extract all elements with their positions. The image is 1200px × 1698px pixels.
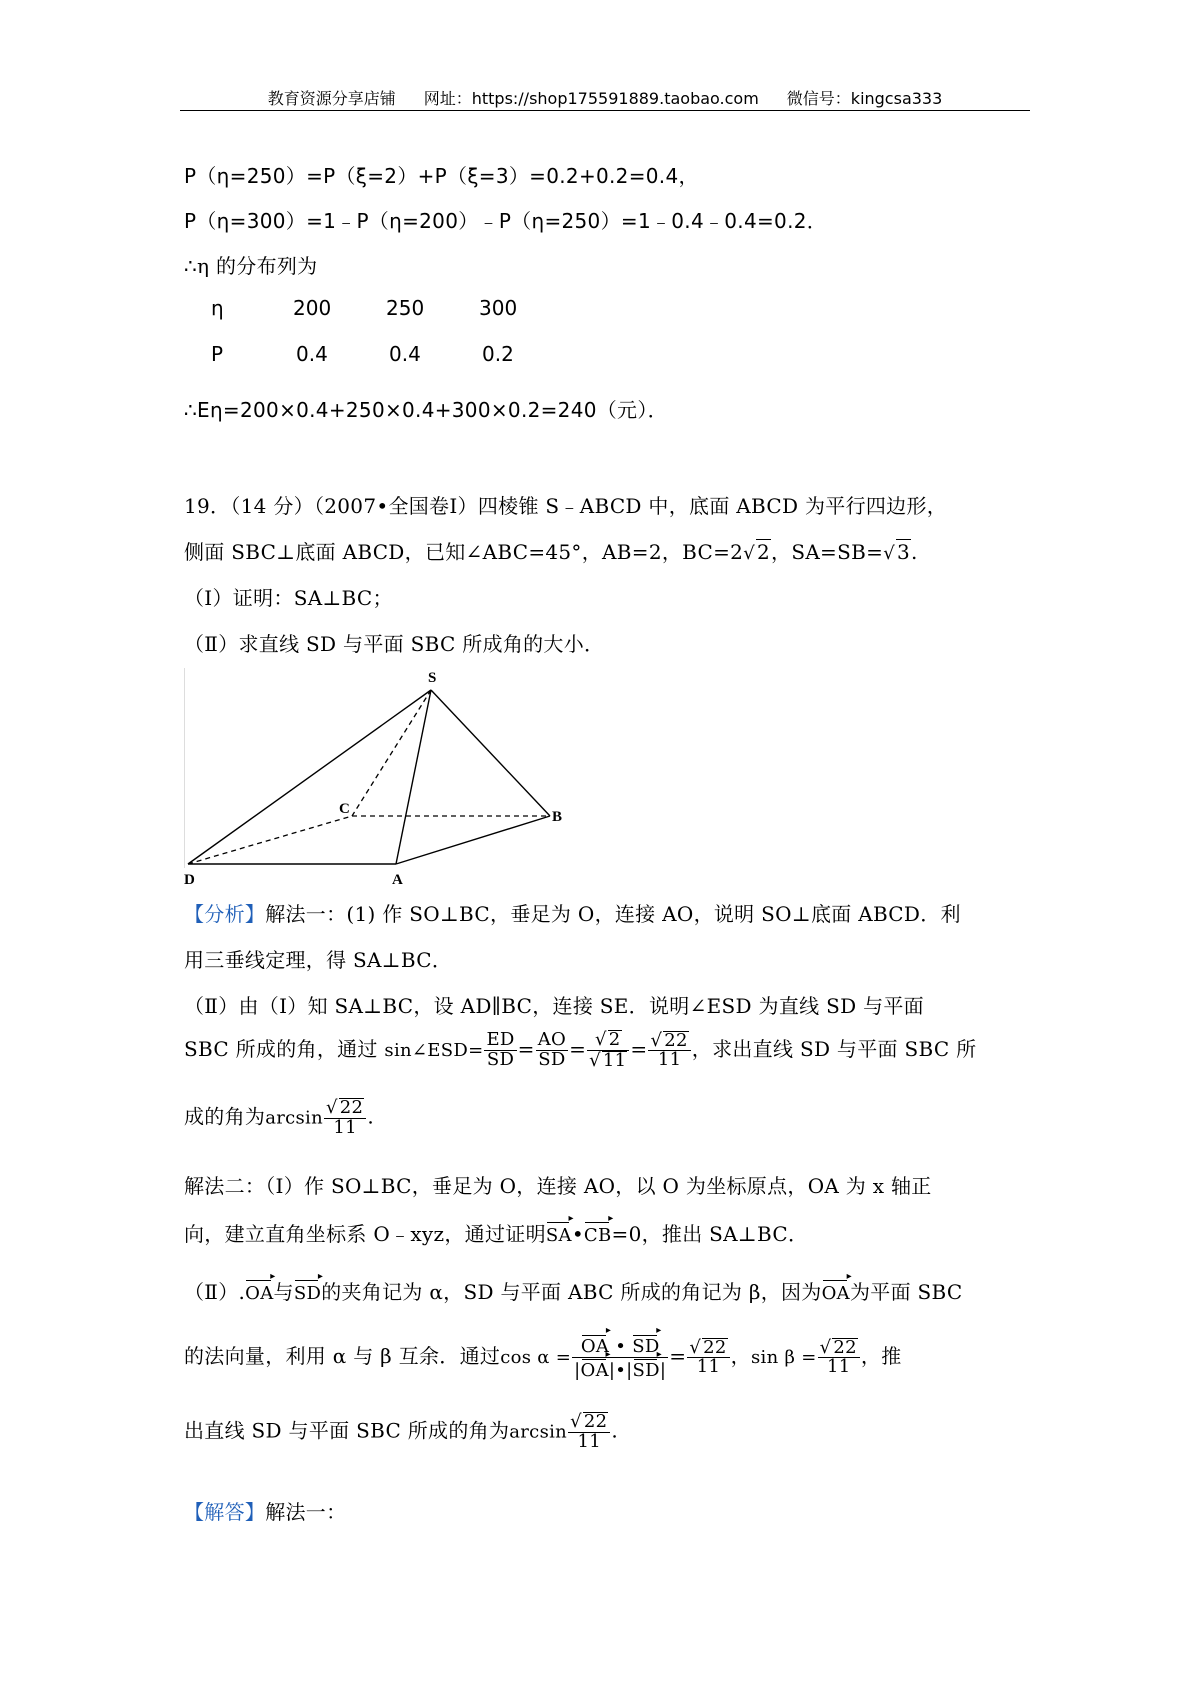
analysis-line-7 bbox=[184, 1218, 808, 1247]
fraction-denominator: 11 bbox=[577, 1430, 601, 1452]
answer-text: 解法一： bbox=[265, 1500, 347, 1524]
question-19-title: 19．（14 分）（2007•全国卷Ⅰ）四棱锥 S﹣ABCD 中，底面 ABCD 为平行四边形， bbox=[184, 494, 948, 518]
fraction-denominator: 11 bbox=[826, 1356, 851, 1378]
given-text-2: ，SA=SB= bbox=[771, 540, 884, 564]
dot-operator: • bbox=[571, 1222, 584, 1246]
analysis-text: ，推 bbox=[860, 1343, 902, 1368]
fraction-denominator: 11 bbox=[696, 1356, 721, 1378]
sqrt-two: 2 bbox=[756, 540, 771, 564]
table-cell: P bbox=[211, 342, 224, 366]
analysis-text: ，求出直线 SD 与平面 SBC 所 bbox=[691, 1036, 977, 1061]
answer-heading bbox=[184, 1496, 346, 1525]
fraction-sqrt22-11: $\frac{√ 22}{11}$ bbox=[648, 1031, 690, 1071]
vertex-label-d: D bbox=[184, 872, 195, 888]
question-part-1: （Ⅰ）证明：SA⊥BC； bbox=[184, 586, 393, 610]
analysis-text: 解法一：(1) 作 SO⊥BC，垂足为 O，连接 AO，说明 SO⊥底面 ABCD．利 bbox=[265, 902, 961, 926]
vertex-label-a: A bbox=[392, 872, 403, 888]
edge-DC bbox=[188, 816, 352, 864]
analysis-line-5 bbox=[184, 1098, 374, 1138]
vector-sd: SD ▸ bbox=[294, 1279, 321, 1304]
vector-cb: CB ▸ bbox=[584, 1221, 612, 1246]
header-wechat: 微信号：kingcsa333 bbox=[786, 89, 943, 108]
table-header-cell: 300 bbox=[479, 296, 518, 320]
question-19-given: 侧面 SBC⊥底面 ABCD，已知∠ABC=45°，AB=2，BC=2√ 2，SA=SB=√ 3. bbox=[184, 540, 918, 564]
fraction-sqrt22-11: $\frac{√ 22}{11}$ bbox=[568, 1412, 610, 1452]
analysis-line-8 bbox=[184, 1276, 963, 1305]
page-header bbox=[180, 86, 1030, 109]
vector-sa: SA ▸ bbox=[546, 1221, 572, 1246]
analysis-period: . bbox=[611, 1418, 619, 1443]
sqrt-value: 22 bbox=[703, 1336, 727, 1358]
equals-zero: =0 bbox=[611, 1222, 642, 1246]
fraction-sqrt22-11: $\frac{√ 22}{11}$ bbox=[818, 1338, 860, 1378]
prob-line-250: P（η=250）=P（ξ=2）+P（ξ=3）=0.2+0.2=0.4， bbox=[184, 164, 699, 188]
analysis-period: . bbox=[367, 1104, 374, 1129]
analysis-text: 向，建立直角坐标系 O﹣xyz，通过证明 bbox=[184, 1222, 546, 1246]
sqrt-value: 22 bbox=[833, 1336, 857, 1358]
fraction-dot-product: $\frac{OA ▸ • SD ▸}{|OA ▸|•|SD ▸|}$ bbox=[572, 1334, 668, 1381]
fraction-denominator: SD bbox=[538, 1048, 566, 1070]
fraction-denominator: SD bbox=[486, 1048, 515, 1070]
fraction-sqrt22-11: $\frac{√ 22}{11}$ bbox=[687, 1338, 729, 1378]
analysis-text: 出直线 SD 与平面 SBC 所成的角为 bbox=[184, 1418, 510, 1443]
vector-oa: OA ▸ bbox=[581, 1334, 609, 1357]
table-cell: 0.4 bbox=[389, 342, 421, 366]
table-header-cell: η bbox=[211, 296, 224, 320]
table-cell: 0.4 bbox=[296, 342, 328, 366]
sqrt-value: 22 bbox=[583, 1411, 608, 1432]
vector-oa: OA ▸ bbox=[822, 1279, 850, 1304]
analysis-line-6: 解法二：（Ⅰ）作 SO⊥BC，垂足为 O，连接 AO，以 O 为坐标原点，OA 为 x 轴正 bbox=[184, 1174, 932, 1198]
header-site-label: 网址： bbox=[423, 89, 472, 108]
expectation-line: ∴Eη=200×0.4+250×0.4+300×0.2=240（元）． bbox=[184, 398, 668, 422]
analysis-line-3: （Ⅱ）由（Ⅰ）知 SA⊥BC，设 AD∥BC，连接 SE．说明∠ESD 为直线 SD 与平面 bbox=[184, 994, 924, 1018]
analysis-line-10 bbox=[184, 1412, 618, 1452]
vertex-label-s: S bbox=[428, 670, 437, 686]
sqrt-three: 3 bbox=[896, 540, 910, 564]
arcsin-label: arcsin bbox=[265, 1107, 324, 1129]
analysis-text: 与 bbox=[273, 1280, 294, 1304]
sin-beta: sin β = bbox=[750, 1346, 817, 1368]
fraction-numerator: AO bbox=[537, 1029, 567, 1050]
table-header-cell: 250 bbox=[386, 296, 425, 320]
cos-alpha: cos α = bbox=[500, 1346, 572, 1368]
analysis-text: （Ⅱ）. bbox=[184, 1280, 246, 1304]
analysis-line-1 bbox=[184, 898, 961, 927]
arcsin-label: arcsin bbox=[509, 1421, 568, 1443]
analysis-text: SBC 所成的角，通过 bbox=[184, 1036, 378, 1061]
edge-SD bbox=[188, 690, 431, 864]
fraction-sqrt22-11: $\frac{√ 22}{11}$ bbox=[324, 1098, 366, 1138]
analysis-line-9: 的法向量，利用 α 与 β 互余．通过cos α = $\frac{OA ▸ • SD ▸}{|OA ▸|•|SD ▸|}$ = $\frac{√ 22}{11}$ ，sin β = $\frac{√ 22}{11}$ ，推 bbox=[184, 1334, 902, 1381]
vector-oa: OA ▸ bbox=[245, 1279, 273, 1304]
pyramid-figure bbox=[184, 668, 584, 890]
sqrt-value: 22 bbox=[339, 1097, 364, 1118]
sqrt-value: 2 bbox=[608, 1029, 621, 1050]
edge-SA bbox=[396, 690, 431, 864]
analysis-text: 成的角为 bbox=[184, 1104, 266, 1129]
sqrt-value: 22 bbox=[664, 1029, 688, 1051]
sin-esd: sin∠ESD= bbox=[384, 1039, 484, 1061]
vector-sd: SD ▸ bbox=[632, 1334, 659, 1357]
fraction-denominator: 11 bbox=[657, 1049, 682, 1071]
analysis-line-4: SBC 所成的角，通过 sin∠ESD= $\frac{ED}{SD}$ = $\frac{AO}{SD}$ = $\frac{√ 2}{√ 11}$ = $\frac{√ 22}{11}$ ，求出直线 SD 与平面 SBC 所 bbox=[184, 1029, 977, 1071]
fraction-denominator: 11 bbox=[333, 1116, 357, 1138]
edge-SB bbox=[431, 690, 550, 816]
vector-oa: OA ▸ bbox=[581, 1358, 609, 1381]
answer-tag: 【解答】 bbox=[184, 1500, 266, 1524]
analysis-text: 的法向量，利用 α 与 β 互余．通过 bbox=[184, 1343, 501, 1368]
fraction-ed-sd bbox=[484, 1031, 516, 1070]
vertex-label-c: C bbox=[339, 801, 350, 817]
vector-sd: SD ▸ bbox=[633, 1358, 660, 1381]
vertex-label-b: B bbox=[552, 809, 563, 825]
fraction-numerator: ED bbox=[486, 1029, 515, 1050]
prob-line-300: P（η=300）=1﹣P（η=200）﹣P（η=250）=1﹣0.4﹣0.4=0.2． bbox=[184, 209, 828, 233]
header-divider bbox=[180, 110, 1030, 111]
dot-operator: • bbox=[615, 1359, 627, 1381]
table-header-cell: 200 bbox=[293, 296, 332, 320]
header-site-url: https://shop175591889.taobao.com bbox=[471, 89, 759, 108]
header-shop: 教育资源分享店铺 bbox=[267, 89, 396, 108]
question-part-2: （Ⅱ）求直线 SD 与平面 SBC 所成角的大小． bbox=[184, 632, 605, 656]
edge-AB bbox=[396, 816, 550, 864]
analysis-line-2: 用三垂线定理，得 SA⊥BC． bbox=[184, 948, 453, 972]
distribution-intro: ∴η 的分布列为 bbox=[184, 254, 318, 278]
table-cell: 0.2 bbox=[482, 342, 514, 366]
given-period: . bbox=[911, 540, 918, 564]
analysis-text: 的夹角记为 α，SD 与平面 ABC 所成的角记为 β，因为 bbox=[321, 1280, 822, 1304]
analysis-text: 为平面 SBC bbox=[849, 1280, 963, 1304]
fraction-sqrt2-sqrt11: $\frac{√ 2}{√ 11}$ bbox=[587, 1030, 629, 1071]
analysis-text: ， bbox=[730, 1343, 751, 1368]
fraction-ao-sd bbox=[536, 1031, 568, 1070]
given-text: 侧面 SBC⊥底面 ABCD，已知∠ABC=45°，AB=2，BC=2 bbox=[184, 540, 744, 564]
analysis-tag: 【分析】 bbox=[184, 902, 266, 926]
analysis-text: ，推出 SA⊥BC． bbox=[641, 1222, 809, 1246]
edge-SC bbox=[352, 690, 431, 816]
dot-operator: • bbox=[615, 1336, 627, 1357]
sqrt-value: 11 bbox=[602, 1049, 627, 1071]
